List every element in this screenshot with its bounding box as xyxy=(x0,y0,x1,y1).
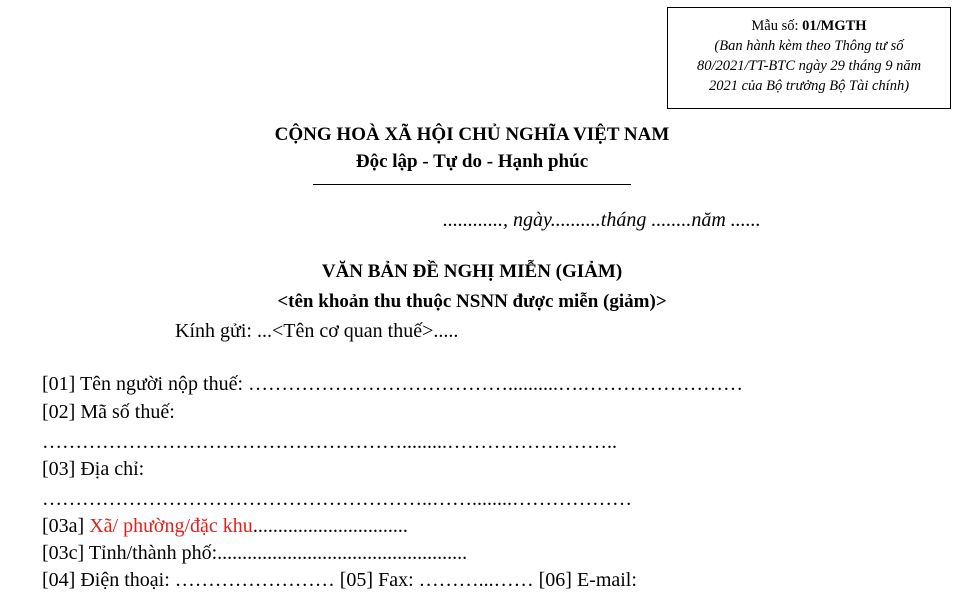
field-tax-code-dots: ……………………………………………….........…………………….. xyxy=(42,431,617,453)
form-code-label: Mẫu số: xyxy=(751,18,803,34)
form-note-line-3: 2021 của Bộ trưởng Bộ Tài chính) xyxy=(708,78,910,94)
recipient-line: Kính gửi: ...<Tên cơ quan thuế>..... xyxy=(175,320,459,342)
field-ward-label: Xã/ phường/đặc khu xyxy=(89,515,253,537)
form-code-box xyxy=(667,7,951,109)
form-code xyxy=(668,16,950,36)
national-motto: Độc lập - Tự do - Hạnh phúc xyxy=(355,151,589,172)
field-ward xyxy=(42,513,408,539)
form-note-line-2: 80/2021/TT-BTC ngày 29 tháng 9 năm xyxy=(696,58,922,74)
document-title: VĂN BẢN ĐỀ NGHỊ MIỄN (GIẢM) xyxy=(321,261,623,282)
field-address-dots: …………………………………………………..……........……………… xyxy=(42,488,632,510)
field-contact: [04] Điện thoại: …………………… [05] Fax: ………...…… [06] E-mail: xyxy=(42,569,637,591)
field-address-label: [03] Địa chỉ: xyxy=(42,458,145,480)
field-ward-dots: ............................... xyxy=(252,515,408,537)
form-code-value: 01/MGTH xyxy=(802,18,867,34)
field-taxpayer-name: [01] Tên người nộp thuế: …………………………………..........….…………………… xyxy=(42,373,744,395)
form-note-line-1: (Ban hành kèm theo Thông tư số xyxy=(714,38,904,54)
date-line: ............, ngày..........tháng ........năm ...... xyxy=(443,209,761,231)
field-ward-prefix: [03a] xyxy=(42,515,90,537)
document-subtitle: <tên khoản thu thuộc NSNN được miễn (giảm)> xyxy=(277,291,667,312)
motto-underline xyxy=(313,184,631,185)
country-heading: CỘNG HOÀ XÃ HỘI CHỦ NGHĨA VIỆT NAM xyxy=(274,124,670,145)
field-tax-code-label: [02] Mã số thuế: xyxy=(42,401,175,423)
field-province: [03c] Tỉnh/thành phố:.................................................. xyxy=(42,542,468,564)
